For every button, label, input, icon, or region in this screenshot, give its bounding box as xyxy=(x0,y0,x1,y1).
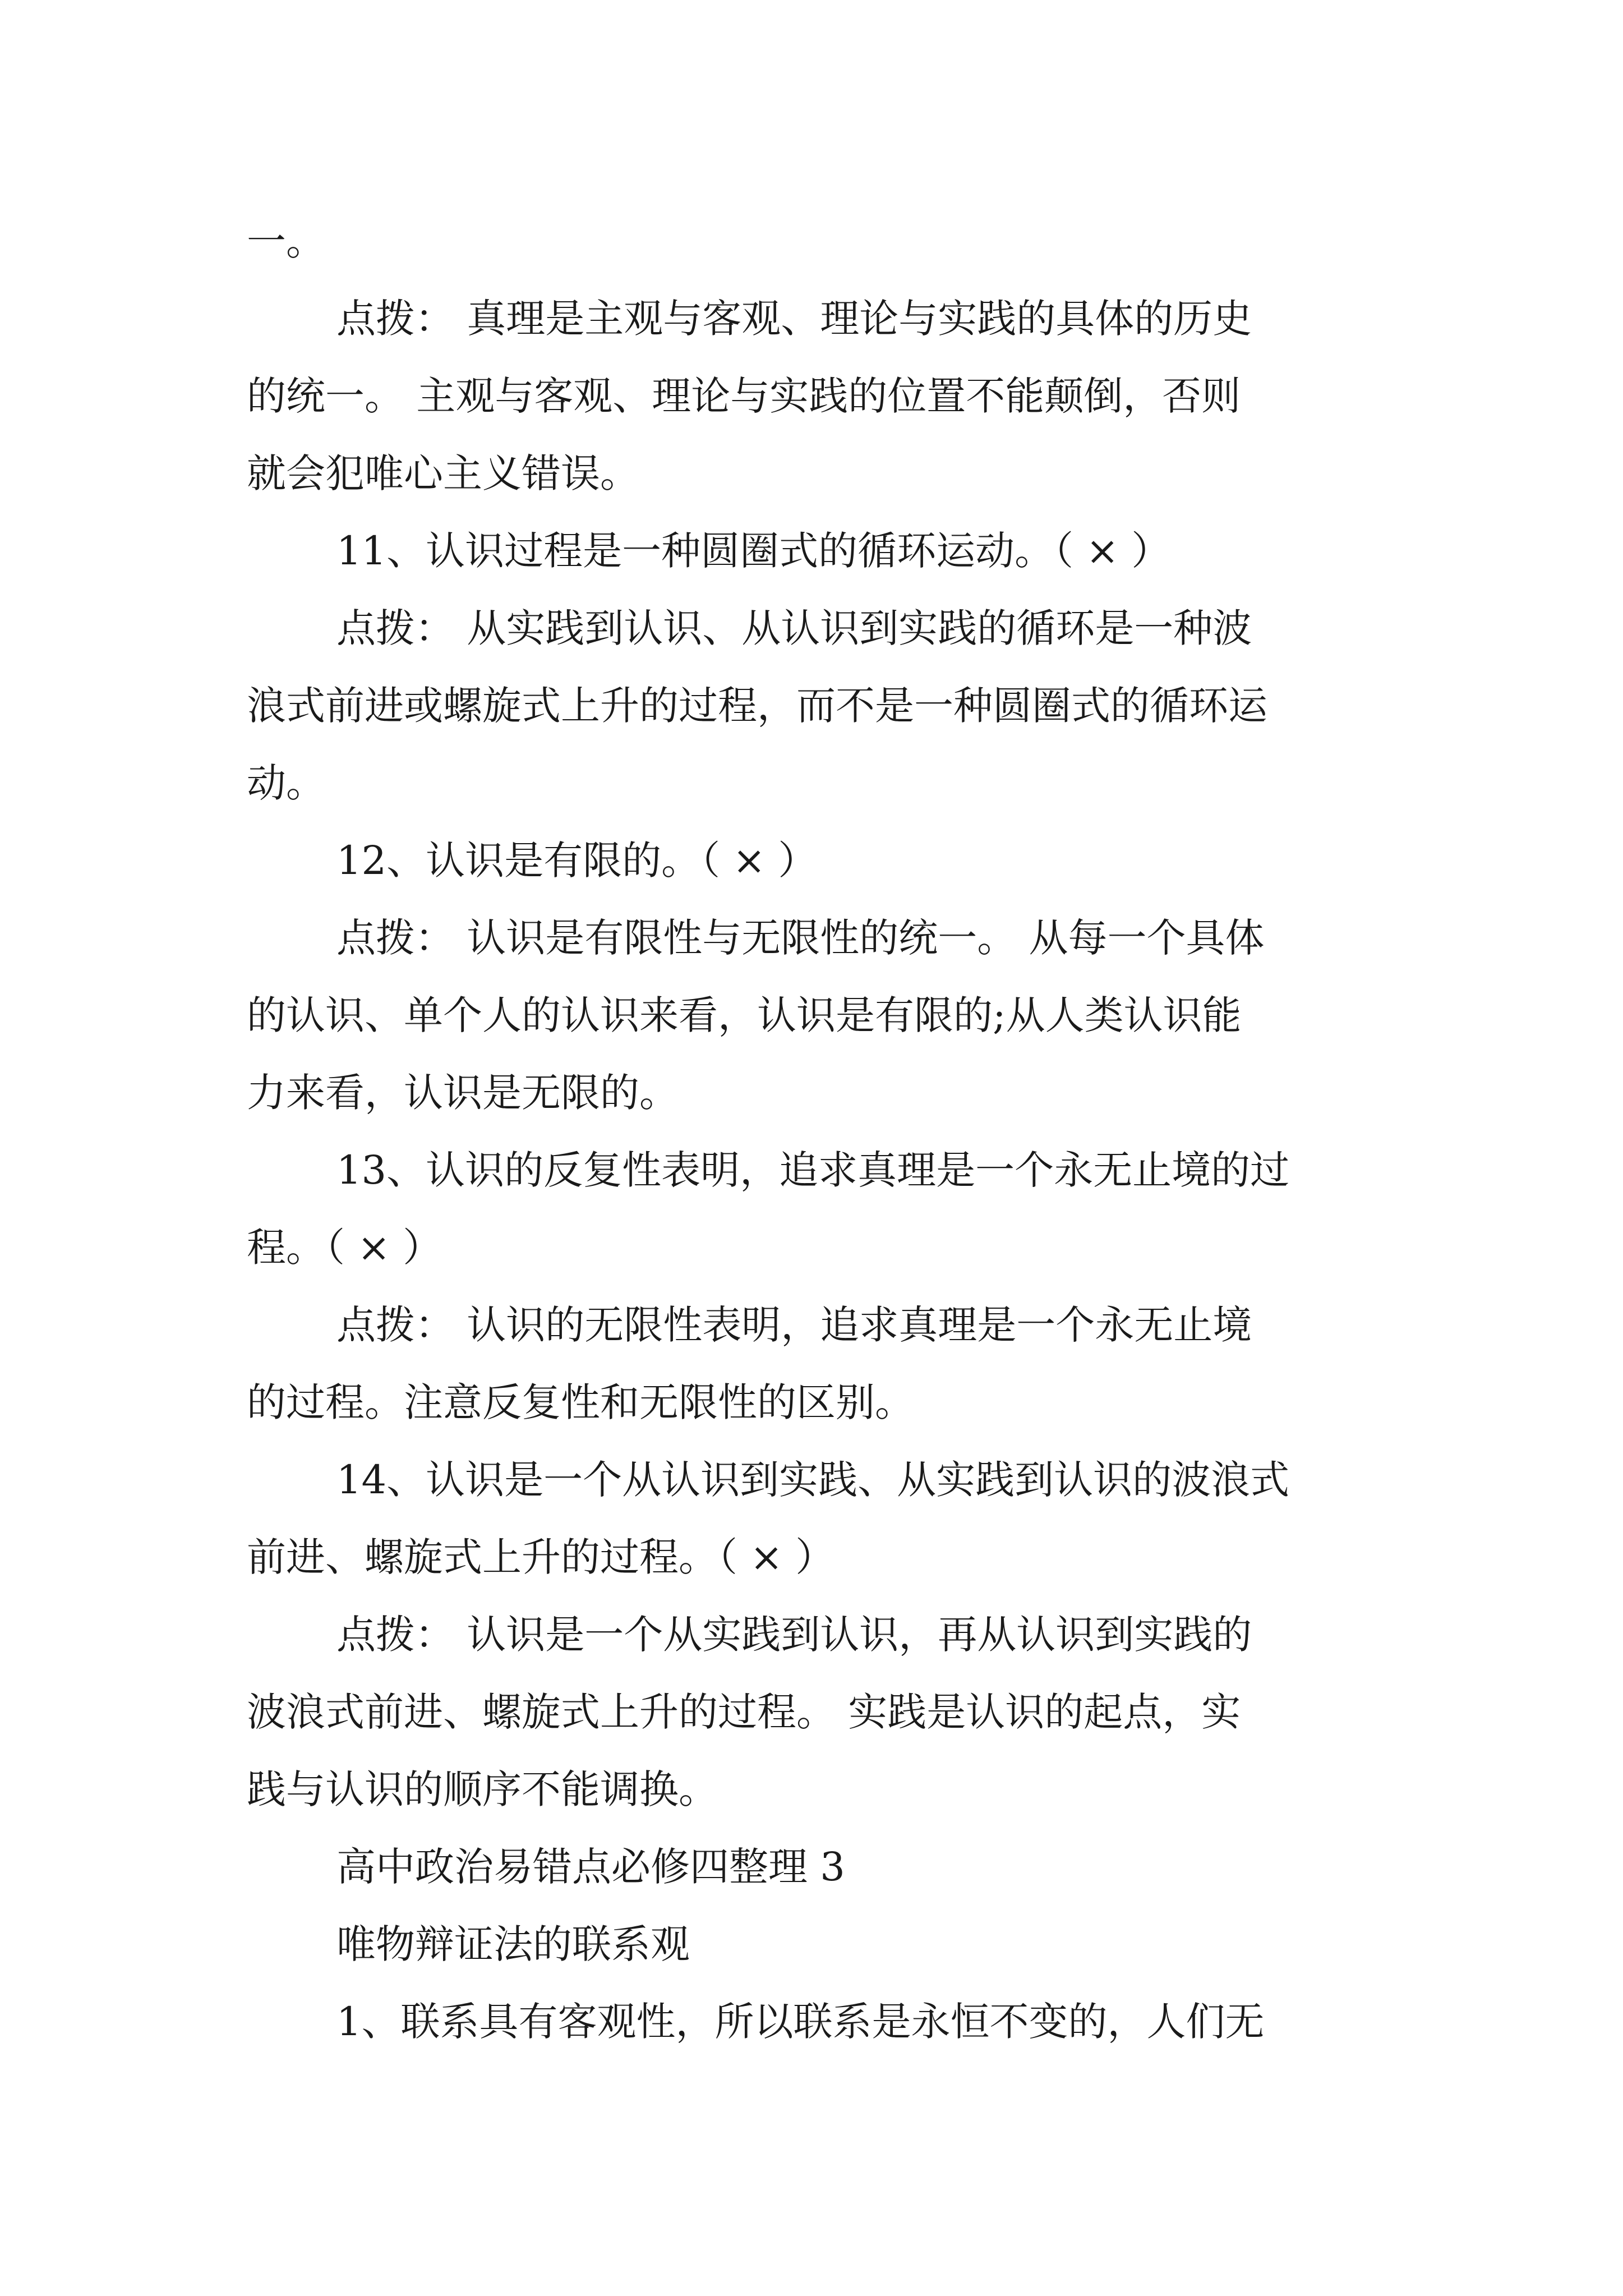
text-line: 的统一。 主观与客观、理论与实践的位置不能颠倒，否则 xyxy=(247,373,1241,419)
text-line: 动。 xyxy=(247,760,325,806)
text-line: 践与认识的顺序不能调换。 xyxy=(247,1766,718,1812)
text-line: 的过程。注意反复性和无限性的区别。 xyxy=(247,1379,914,1425)
text-line: 前进、螺旋式上升的过程。（ × ） xyxy=(247,1534,835,1580)
text-line: 浪式前进或螺旋式上升的过程，而不是一种圆圈式的循环运 xyxy=(247,683,1267,729)
text-line: 12、认识是有限的。（ × ） xyxy=(336,838,818,884)
text-line: 点拨： 认识是一个从实践到认识，再从认识到实践的 xyxy=(336,1612,1252,1658)
text-line: 点拨： 从实践到认识、从认识到实践的循环是一种波 xyxy=(336,605,1252,651)
text-line: 13、认识的反复性表明，追求真理是一个永无止境的过 xyxy=(336,1147,1290,1193)
text-line: 的认识、单个人的认识来看，认识是有限的;从人类认识能 xyxy=(247,992,1242,1038)
text-line: 点拨： 认识是有限性与无限性的统一。 从每一个具体 xyxy=(336,915,1265,961)
text-line: 点拨： 真理是主观与客观、理论与实践的具体的历史 xyxy=(336,296,1252,342)
text-line: 就会犯唯心主义错误。 xyxy=(247,450,639,496)
text-line: 力来看，认识是无限的。 xyxy=(247,1070,679,1116)
text-line: 波浪式前进、螺旋式上升的过程。 实践是认识的起点，实 xyxy=(247,1689,1241,1735)
text-line: 14、认识是一个从认识到实践、从实践到认识的波浪式 xyxy=(336,1457,1290,1503)
text-line: 一。 xyxy=(247,218,325,264)
text-line: 点拨： 认识的无限性表明，追求真理是一个永无止境 xyxy=(336,1302,1252,1348)
text-line: 11、认识过程是一种圆圈式的循环运动。（ × ） xyxy=(336,528,1171,574)
text-line: 1、联系具有客观性，所以联系是永恒不变的，人们无 xyxy=(336,1999,1265,2045)
text-line: 程。（ × ） xyxy=(247,1225,442,1271)
subsection-heading: 唯物辩证法的联系观 xyxy=(336,1921,690,1967)
section-heading: 高中政治易错点必修四整理 3 xyxy=(336,1844,845,1890)
